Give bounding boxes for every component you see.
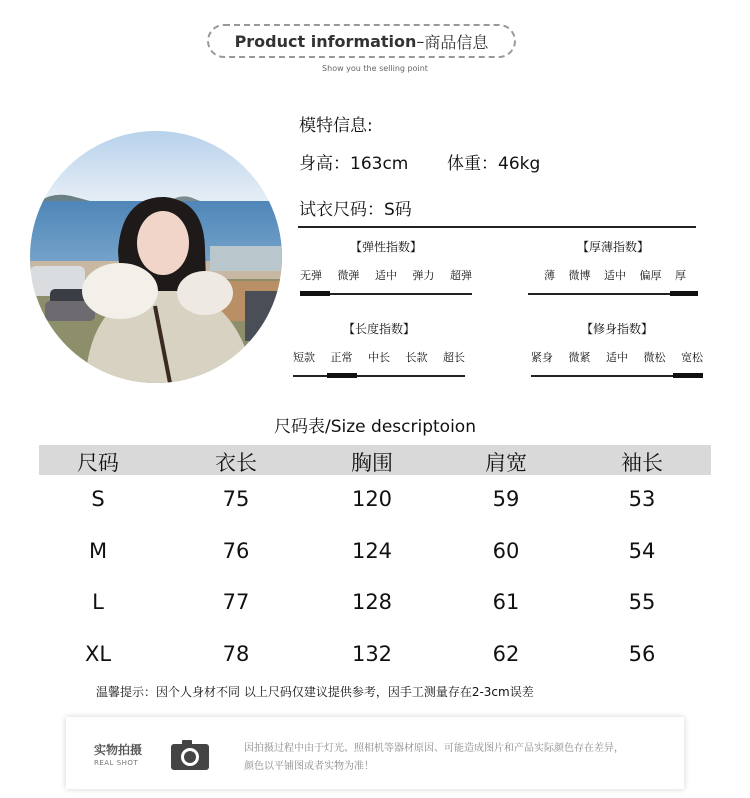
scale-option: 无弹: [300, 269, 322, 282]
scale-option: 紧身: [531, 351, 553, 364]
model-height: 身高：163cm: [299, 154, 409, 174]
size-table-title: 尺码表/Size descriptoion: [274, 417, 476, 437]
subtitle: Show you the selling point: [322, 64, 428, 73]
index-title: 【厚薄指数】: [576, 240, 649, 254]
table-cell: 77: [222, 590, 250, 614]
scale-option: 微博: [568, 269, 591, 282]
index-scale: [293, 349, 465, 365]
table-cell: 59: [492, 487, 520, 511]
table-cell: 54: [628, 539, 656, 563]
scale-option: 长款: [405, 351, 428, 364]
scale-option: 中长: [368, 351, 390, 364]
index-track: [531, 375, 703, 377]
index-scale: [528, 267, 698, 283]
length-index: [293, 320, 465, 377]
table-cell: 53: [628, 487, 656, 511]
index-scale: [531, 349, 703, 365]
model-photo: [30, 131, 282, 383]
index-marker: [670, 291, 698, 296]
model-heading: 模特信息:: [299, 116, 373, 136]
table-cell: 60: [492, 539, 520, 563]
table-cell: XL: [84, 642, 112, 666]
scale-option: 薄: [544, 269, 555, 282]
real-shot-banner: [66, 717, 684, 789]
real-shot-label-en: REAL SHOT: [94, 759, 139, 767]
model-size: 试衣尺码：S码: [299, 200, 412, 220]
title-en: Product information: [234, 31, 417, 51]
index-scale: [300, 267, 472, 283]
index-marker: [673, 373, 703, 378]
index-marker: [327, 373, 357, 378]
header-cell: 袖长: [621, 451, 663, 475]
scale-option: 微松: [643, 351, 666, 364]
title-cn: 商品信息: [424, 32, 489, 52]
header-cell: 衣长: [215, 451, 257, 475]
model-weight: 体重：46kg: [447, 154, 541, 174]
index-track: [528, 293, 698, 295]
index-title: 【修身指数】: [580, 322, 653, 336]
index-track: [300, 293, 472, 295]
header-cell: 胸围: [351, 451, 393, 475]
table-cell: 78: [222, 642, 250, 666]
scale-option: 弹力: [412, 269, 435, 282]
scale-option: 微弹: [337, 269, 360, 282]
scale-option: 超弹: [450, 269, 472, 282]
index-title: 【长度指数】: [342, 322, 415, 336]
scale-option: 短款: [293, 351, 315, 364]
real-shot-text-1: 因拍摄过程中由于灯光、照相机等器材原因、可能造成图片和产品实际颜色存在差异，: [244, 743, 624, 754]
title-sep: –: [416, 31, 425, 51]
table-cell: 56: [628, 642, 656, 666]
table-cell: L: [92, 590, 104, 614]
thickness-index: [528, 238, 698, 295]
scale-option: 宽松: [681, 351, 703, 364]
header-cell: 尺码: [77, 451, 119, 475]
real-shot-text-2: 颜色以平铺图或者实物为准！: [244, 761, 374, 772]
divider: [298, 226, 696, 228]
index-track: [293, 375, 465, 377]
real-shot-label: 实物拍摄: [94, 743, 143, 757]
scale-option: 适中: [606, 351, 628, 364]
header-cell: 肩宽: [485, 451, 527, 475]
table-cell: 120: [351, 487, 393, 511]
table-cell: 76: [222, 539, 250, 563]
scale-option: 厚: [675, 269, 686, 282]
table-cell: 75: [222, 487, 250, 511]
table-cell: 132: [351, 642, 393, 666]
table-cell: 55: [628, 590, 656, 614]
fit-index: [531, 320, 703, 377]
section-title-pill: [207, 24, 516, 58]
scale-option: 适中: [604, 269, 626, 282]
scale-option: 偏厚: [639, 269, 662, 282]
scale-option: 适中: [375, 269, 397, 282]
table-cell: 62: [492, 642, 520, 666]
camera-icon: [170, 739, 210, 771]
size-note: 温馨提示：因个人身材不同 以上尺码仅建议提供参考，因手工测量存在2-3cm误差: [96, 685, 534, 699]
table-cell: S: [91, 487, 105, 511]
index-marker: [300, 291, 330, 296]
scale-option: 微紧: [568, 351, 591, 364]
table-cell: M: [88, 539, 108, 563]
table-cell: 61: [492, 590, 520, 614]
elasticity-index: [300, 238, 472, 295]
scale-option: 正常: [330, 351, 353, 364]
table-cell: 128: [351, 590, 393, 614]
table-cell: 124: [351, 539, 393, 563]
index-title: 【弹性指数】: [349, 240, 422, 254]
scale-option: 超长: [443, 351, 465, 364]
